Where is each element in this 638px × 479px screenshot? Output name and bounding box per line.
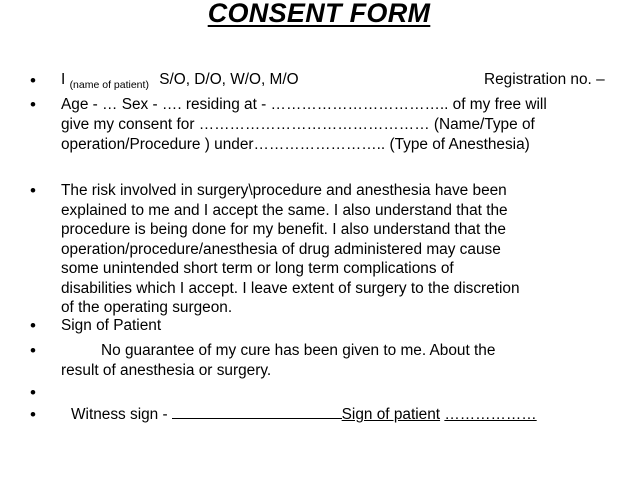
patient-name-hint: (name of patient)	[69, 79, 149, 91]
patient-sign-label: Sign of patient	[341, 406, 441, 423]
guarantee-line-2: result of anesthesia or surgery.	[61, 361, 272, 379]
pronoun-text: I	[61, 71, 66, 88]
relation-text: S/O, D/O, W/O, M/O	[159, 71, 299, 88]
guarantee-text-1: No guarantee of my cure has been given to me. About the	[101, 342, 496, 359]
bullet-7: •	[30, 405, 36, 424]
bullet-3: •	[30, 181, 36, 200]
risk-line-2: explained to me and I accept the same. I also understand that the	[61, 201, 508, 219]
witness-sign-field[interactable]	[172, 404, 342, 419]
risk-line-3: procedure is being done for my benefit. I also understand that the	[61, 221, 506, 238]
age-sex-line-2: give my consent for ……………………………………… (Name/Type of	[61, 116, 535, 133]
bullet-1: •	[30, 71, 36, 90]
risk-line-5: some unintended short term or long term complications of	[61, 260, 454, 277]
sign-of-patient-label: Sign of Patient	[61, 317, 162, 334]
bullet-4: •	[30, 316, 36, 335]
patient-name-line	[61, 70, 635, 96]
risk-line-4: operation/procedure/anesthesia of drug administered may cause	[61, 240, 501, 258]
registration-label: Registration no. –	[484, 71, 605, 88]
bullet-5: •	[30, 341, 36, 360]
age-sex-line-3: operation/Procedure ) under…………………….. (Type of Anesthesia)	[61, 136, 530, 153]
risk-line-7: of the operating surgeon.	[61, 299, 233, 316]
age-sex-line-1: Age - … Sex - …. residing at - …………………………….. of my free will	[61, 96, 547, 113]
witness-line	[71, 404, 638, 425]
bullet-2: •	[30, 95, 36, 114]
guarantee-line-1	[61, 341, 635, 361]
witness-sign-label: Witness sign -	[71, 406, 168, 423]
patient-sign-field[interactable]: ………………	[444, 406, 537, 423]
risk-line-1: The risk involved in surgery\procedure and anesthesia have been	[61, 182, 507, 199]
risk-line-6: disabilities which I accept. I leave extent of surgery to the discretion	[61, 279, 520, 297]
bullet-6: •	[30, 383, 36, 402]
form-title: CONSENT FORM	[207, 0, 431, 28]
